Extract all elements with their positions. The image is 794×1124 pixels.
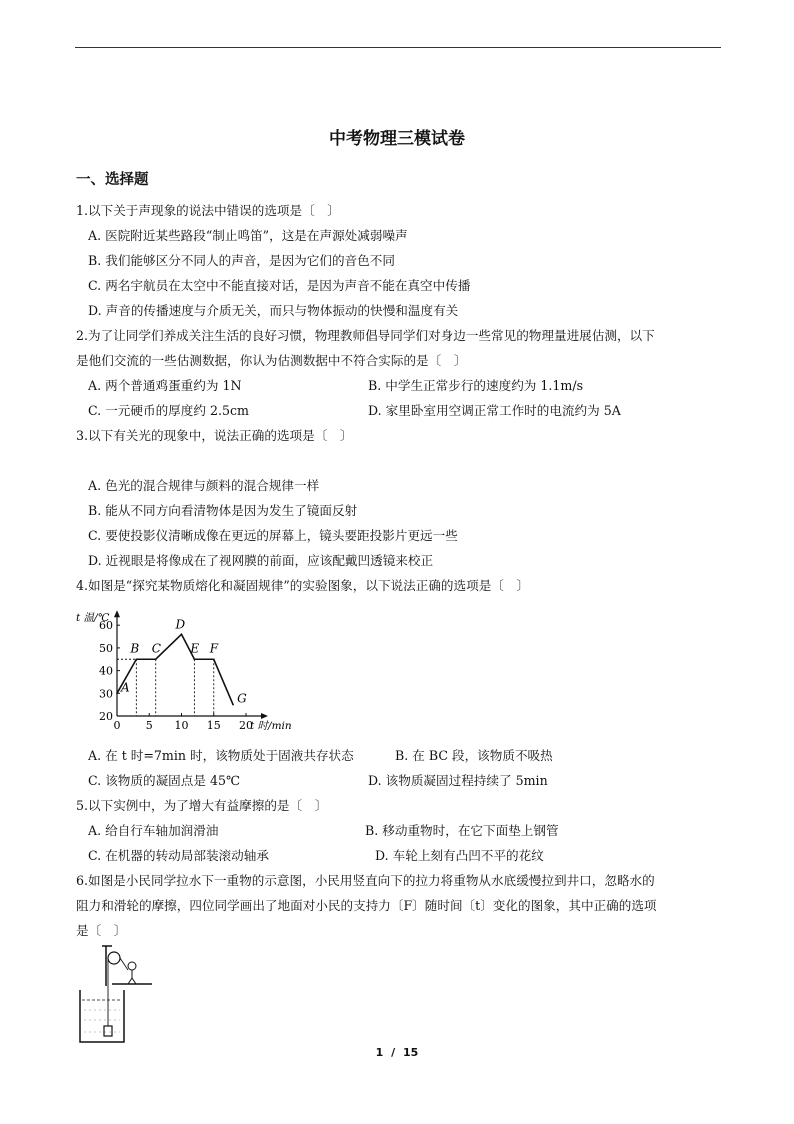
curve-point-g [232,704,234,706]
q1-stem: 1.以下关于声现象的说法中错误的选项是〔 〕 [76,203,340,218]
q2-stem-line1: 2.为了让同学们养成关注生活的良好习惯，物理教师倡导同学们对身边一些常见的物理量进展估测，以下 [76,328,655,343]
q2-option-c[interactable]: C. 一元硬币的厚度约 2.5cm [88,403,249,418]
x-tick-label: 10 [174,719,189,732]
page-total: 15 [403,1046,419,1059]
melting-curve-chart [70,607,300,735]
q1-option-d[interactable]: D. 声音的传播速度与介质无关，而只与物体振动的快慢和温度有关 [88,303,459,318]
header-rule [75,47,721,48]
pulley-wheel [108,952,120,964]
q5-option-b[interactable]: B. 移动重物时，在它下面垫上钢管 [365,823,559,838]
person-head [128,962,136,970]
point-label-d: D [175,617,186,632]
page-number: 1 [375,1046,384,1059]
curve-point-c [155,658,157,660]
q1-option-a[interactable]: A. 医院附近某些路段“制止鸣笛”，这是在声源处减弱噪声 [88,228,408,243]
curve-point-a [116,693,118,695]
x-axis-label: t 时/min [250,720,292,732]
curve-point-e [194,658,196,660]
q2-option-b[interactable]: B. 中学生正常步行的速度约为 1.1m/s [368,378,584,393]
x-tick-label: 5 [145,719,153,732]
y-tick-label: 30 [99,687,113,701]
q4-option-d[interactable]: D. 该物质凝固过程持续了 5min [368,773,548,788]
page-footer [0,1046,794,1059]
point-label-e: E [190,641,200,656]
q4-stem: 4.如图是“探究某物质熔化和凝固规律”的实验图象，以下说法正确的选项是〔 〕 [76,578,530,593]
q1-option-c[interactable]: C. 两名宇航员在太空中不能直接对话，是因为声音不能在真空中传播 [88,278,471,293]
y-tick-label: 20 [99,710,113,723]
curve-point-b [136,658,138,660]
y-axis-label: t 温/℃ [76,612,110,624]
x-axis-arrow [261,713,268,719]
q1-option-b[interactable]: B. 我们能够区分不同人的声音，是因为它们的音色不同 [88,253,395,268]
q4-option-c[interactable]: C. 该物质的凝固点是 45℃ [88,773,241,788]
x-tick-label: 0 [113,719,121,732]
page-title: 中考物理三模试卷 [329,129,465,149]
x-tick-label: 15 [206,719,221,732]
point-label-a: A [121,680,130,695]
y-axis-arrow [114,610,120,617]
page-separator: / [391,1046,396,1059]
q6-stem-line3: 是〔 〕 [76,923,127,938]
q2-option-a[interactable]: A. 两个普通鸡蛋重约为 1N [88,378,242,393]
q5-stem: 5.以下实例中，为了增大有益摩擦的是〔 〕 [76,798,328,813]
y-tick-label: 60 [99,619,113,633]
q6-stem-line2: 阻力和滑轮的摩擦，四位同学画出了地面对小民的支持力〔F〕随时间〔t〕变化的图象，其中正确的选项 [76,898,657,913]
section-heading: 一、选择题 [76,172,149,188]
point-label-b: B [130,641,140,656]
curve-point-d [181,633,183,635]
heavy-object [104,1026,112,1036]
point-label-g: G [237,691,247,706]
well-pulley-diagram [74,944,154,1044]
q4-option-b[interactable]: B. 在 BC 段，该物质不吸热 [395,748,553,763]
q3-stem: 3.以下有关光的现象中，说法正确的选项是〔 〕 [76,428,353,443]
y-tick-label: 50 [99,641,113,655]
point-label-f: F [209,641,219,656]
x-tick-label: 20 [239,719,253,732]
chart-ticks [99,619,253,732]
person-leg-right [132,978,136,984]
q5-option-c[interactable]: C. 在机器的转动局部装滚动轴承 [88,848,269,863]
q3-option-c[interactable]: C. 要使投影仪清晰成像在更远的屏幕上，镜头要距投影片更远一些 [88,528,458,543]
rope-right [120,958,128,970]
q3-option-a[interactable]: A. 色光的混合规律与颜料的混合规律一样 [88,478,320,493]
q2-stem-line2: 是他们交流的一些估测数据，你认为估测数据中不符合实际的是〔 〕 [76,353,467,368]
q2-option-d[interactable]: D. 家里卧室用空调正常工作时的电流约为 5A [368,403,621,418]
q6-stem-line1: 6.如图是小民同学拉水下一重物的示意图，小民用竖直向下的拉力将重物从水底缓慢拉到井口，忽略水的 [76,873,655,888]
y-tick-label: 40 [99,664,113,678]
person-leg-left [128,978,132,984]
q3-option-b[interactable]: B. 能从不同方向看清物体是因为发生了镜面反射 [88,503,358,518]
curve-point-f [213,658,215,660]
point-label-c: C [151,641,161,656]
q3-option-d[interactable]: D. 近视眼是将像成在了视网膜的前面，应该配戴凹透镜来校正 [88,553,434,568]
q5-option-d[interactable]: D. 车轮上刻有凸凹不平的花纹 [375,848,544,863]
q4-option-a[interactable]: A. 在 t 时=7min 时，该物质处于固液共存状态 [88,748,354,763]
q5-option-a[interactable]: A. 给自行车轴加润滑油 [88,823,219,838]
well-walls [80,990,124,1042]
